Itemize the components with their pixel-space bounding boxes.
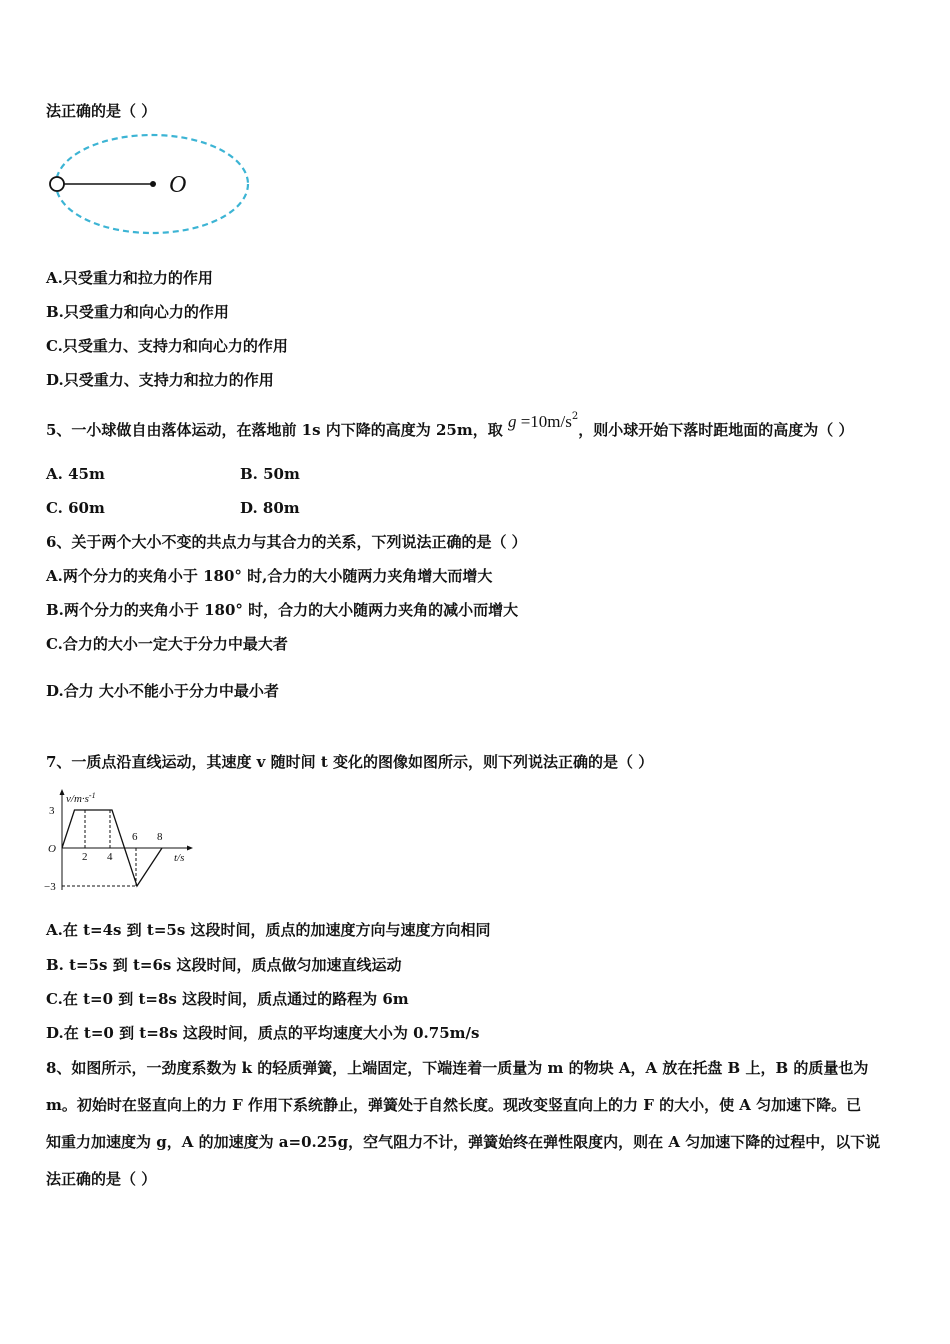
q7-option-d: D.在 t=0 到 t=8s 这段时间，质点的平均速度大小为 0.75m/s <box>46 1024 480 1042</box>
q4-option-b: B.只受重力和向心力的作用 <box>46 303 229 321</box>
q6-stem: 6、关于两个大小不变的共点力与其合力的关系，下列说法正确的是（ ） <box>46 533 527 551</box>
x-tick-8: 8 <box>157 831 163 843</box>
ball <box>50 177 64 191</box>
q8-line-4: 法正确的是（ ） <box>46 1170 157 1188</box>
q8-line-1: 8、如图所示，一劲度系数为 k 的轻质弹簧，上端固定，下端连着一质量为 m 的物块 A，A 放在托盘 B 上，B 的质量也为 <box>46 1059 869 1077</box>
center-label-o: O <box>169 172 187 198</box>
q5-option-d: D. 80m <box>240 499 300 517</box>
q7-velocity-time-graph <box>40 786 200 898</box>
q5-option-a: A. 45m <box>46 465 105 483</box>
q4-option-a: A.只受重力和拉力的作用 <box>46 269 213 287</box>
q7-option-a: A.在 t=4s 到 t=5s 这段时间，质点的加速度方向与速度方向相同 <box>46 921 491 939</box>
q4-option-d: D.只受重力、支持力和拉力的作用 <box>46 371 274 389</box>
q7-option-c: C.在 t=0 到 t=8s 这段时间，质点通过的路程为 6m <box>46 990 409 1008</box>
q7-option-b: B. t=5s 到 t=6s 这段时间，质点做匀加速直线运动 <box>46 956 402 974</box>
y-tick-minus3: −3 <box>44 881 56 893</box>
q5-options-row-2 <box>46 498 300 518</box>
q5-options-row-1 <box>46 464 300 484</box>
x-axis-label: t/s <box>174 852 185 864</box>
q5-stem-part2: ，则小球开始下落时距地面的高度为（ ） <box>578 421 854 439</box>
q7-stem: 7、一质点沿直线运动，其速度 v 随时间 t 变化的图像如图所示，则下列说法正确的是（ ） <box>46 753 654 771</box>
q8-line-3: 知重力加速度为 g，A 的加速度为 a=0.25g，空气阻力不计，弹簧始终在弹性限度内，则在 A 匀加速下降的过程中，以下说 <box>46 1133 881 1151</box>
q4-circular-motion-figure <box>44 132 259 240</box>
origin-label: O <box>48 843 56 855</box>
x-tick-2: 2 <box>82 851 88 863</box>
q5-stem <box>46 411 854 440</box>
q6-option-a: A.两个分力的夹角小于 180° 时,合力的大小随两力夹角增大而增大 <box>46 567 493 585</box>
q6-option-b: B.两个分力的夹角小于 180° 时，合力的大小随两力夹角的减小而增大 <box>46 601 519 619</box>
x-tick-6: 6 <box>132 831 138 843</box>
q5-option-b: B. 50m <box>240 465 300 483</box>
q8-line-2: m。初始时在竖直向上的力 F 作用下系统静止，弹簧处于自然长度。现改变竖直向上的力 F 的大小，使 A 匀加速下降。已 <box>46 1096 862 1114</box>
q6-option-d: D.合力 大小不能小于分力中最小者 <box>46 682 279 700</box>
q5-g-symbol: g <box>507 412 517 431</box>
q5-g-exponent: 2 <box>571 411 579 422</box>
x-axis-arrow <box>187 846 193 851</box>
q5-option-c: C. 60m <box>46 499 105 517</box>
q6-option-c: C.合力的大小一定大于分力中最大者 <box>46 635 288 653</box>
y-tick-3: 3 <box>49 805 55 817</box>
q4-option-c: C.只受重力、支持力和向心力的作用 <box>46 337 288 355</box>
y-axis-label: $v/m\cdot s^{-1}$ <box>66 791 96 805</box>
q5-stem-part1: 5、一小球做自由落体运动，在落地前 1s 内下降的高度为 25m，取 <box>46 421 508 439</box>
center-dot <box>150 181 156 187</box>
q4-stem-tail: 法正确的是（ ） <box>46 102 157 120</box>
q5-g-value: =10m/s <box>516 412 572 431</box>
y-axis-arrow <box>60 789 65 795</box>
x-tick-4: 4 <box>107 851 113 863</box>
